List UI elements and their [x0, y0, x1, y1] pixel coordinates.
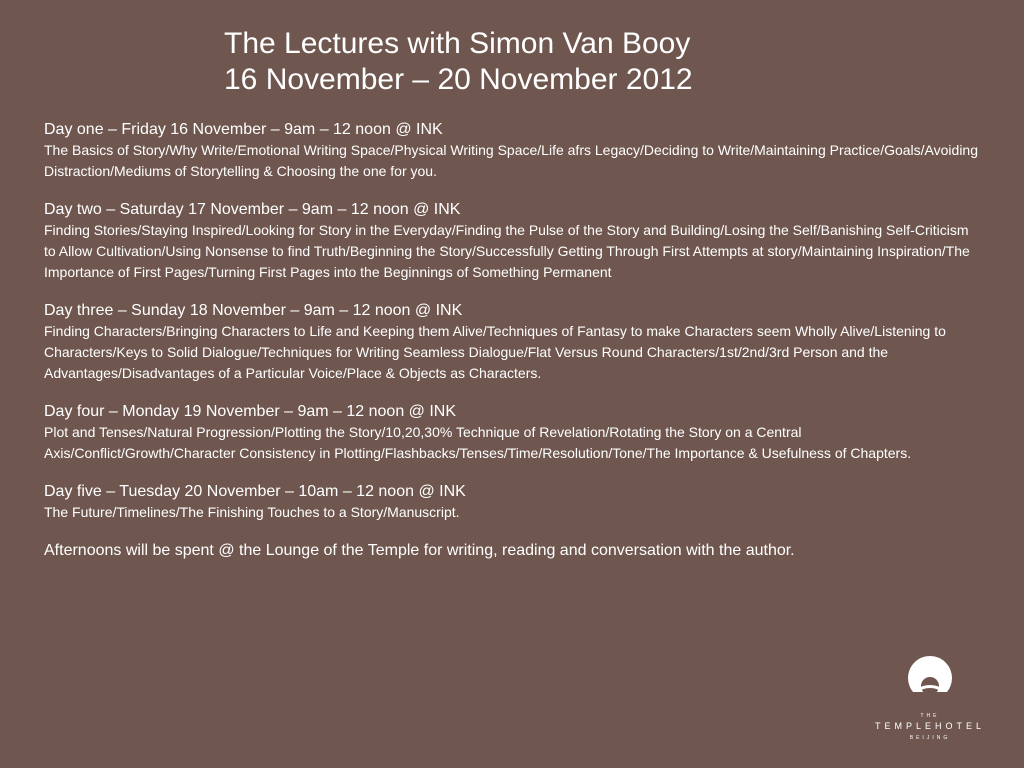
day-three-section [44, 300, 979, 384]
afternoon-note: Afternoons will be spent @ the Lounge of the Temple for writing, reading and conversation with the author. [44, 542, 795, 559]
day-one-topics: The Basics of Story/Why Write/Emotional Writing Space/Physical Writing Space/Life afrs Legacy/Deciding to Write/Maintaining Practice/Goals/Avoiding Distraction/Mediums of Storytelling & Choosing the one for you. [44, 142, 979, 179]
slide-title [224, 26, 784, 98]
day-three-topics: Finding Characters/Bringing Characters to Life and Keeping them Alive/Techniques of Fantasy to make Characters seem Wholly Alive/Listening to Characters/Keys to Solid Dialogue/Techniques for Writing Seamless Dialogue/Flat Versus Round Characters/1st/2nd/3rd Person and the Advantages/Disadvantages of a Particular Voice/Place & Objects as Characters. [44, 323, 946, 381]
day-two-heading: Day two – Saturday 17 November – 9am – 12 noon @ INK [44, 201, 461, 218]
logo-name: TEMPLEHOTEL [874, 721, 985, 731]
temple-hotel-logo-icon [903, 655, 957, 709]
schedule-content [44, 119, 979, 578]
day-two-topics: Finding Stories/Staying Inspired/Looking for Story in the Everyday/Finding the Pulse of the Story and Building/Losing the Self/Banishing Self-Criticism to Allow Cultivation/Using Nonsense to find Truth/Beginning the Story/Successfully Getting Through First Attempts at story/Maintaining Inspiration/The Importance of First Pages/Turning First Pages into the Beginnings of Something Permanent [44, 222, 970, 280]
title-line-1: The Lectures with Simon Van Booy [224, 27, 691, 60]
day-two-section [44, 199, 979, 283]
day-five-section [44, 481, 979, 523]
day-four-heading: Day four – Monday 19 November – 9am – 12 noon @ INK [44, 403, 457, 420]
day-five-heading: Day five – Tuesday 20 November – 10am – 12 noon @ INK [44, 483, 466, 500]
title-line-2: 16 November – 20 November 2012 [224, 63, 693, 96]
day-four-topics: Plot and Tenses/Natural Progression/Plotting the Story/10,20,30% Technique of Revelation/Rotating the Story on a Central Axis/Conflict/Growth/Character Consistency in Plotting/Flashbacks/Tenses/Time/Resolution/Tone/The Importance & Usefulness of Chapters. [44, 424, 912, 461]
logo-top-text: THE [920, 713, 940, 719]
day-five-topics: The Future/Timelines/The Finishing Touches to a Story/Manuscript. [44, 504, 460, 520]
day-one-heading: Day one – Friday 16 November – 9am – 12 noon @ INK [44, 121, 443, 138]
day-four-section [44, 401, 979, 464]
day-one-section [44, 119, 979, 182]
logo-location: BEIJING [909, 735, 951, 741]
day-three-heading: Day three – Sunday 18 November – 9am – 12 noon @ INK [44, 302, 463, 319]
temple-hotel-logo [850, 652, 1010, 752]
